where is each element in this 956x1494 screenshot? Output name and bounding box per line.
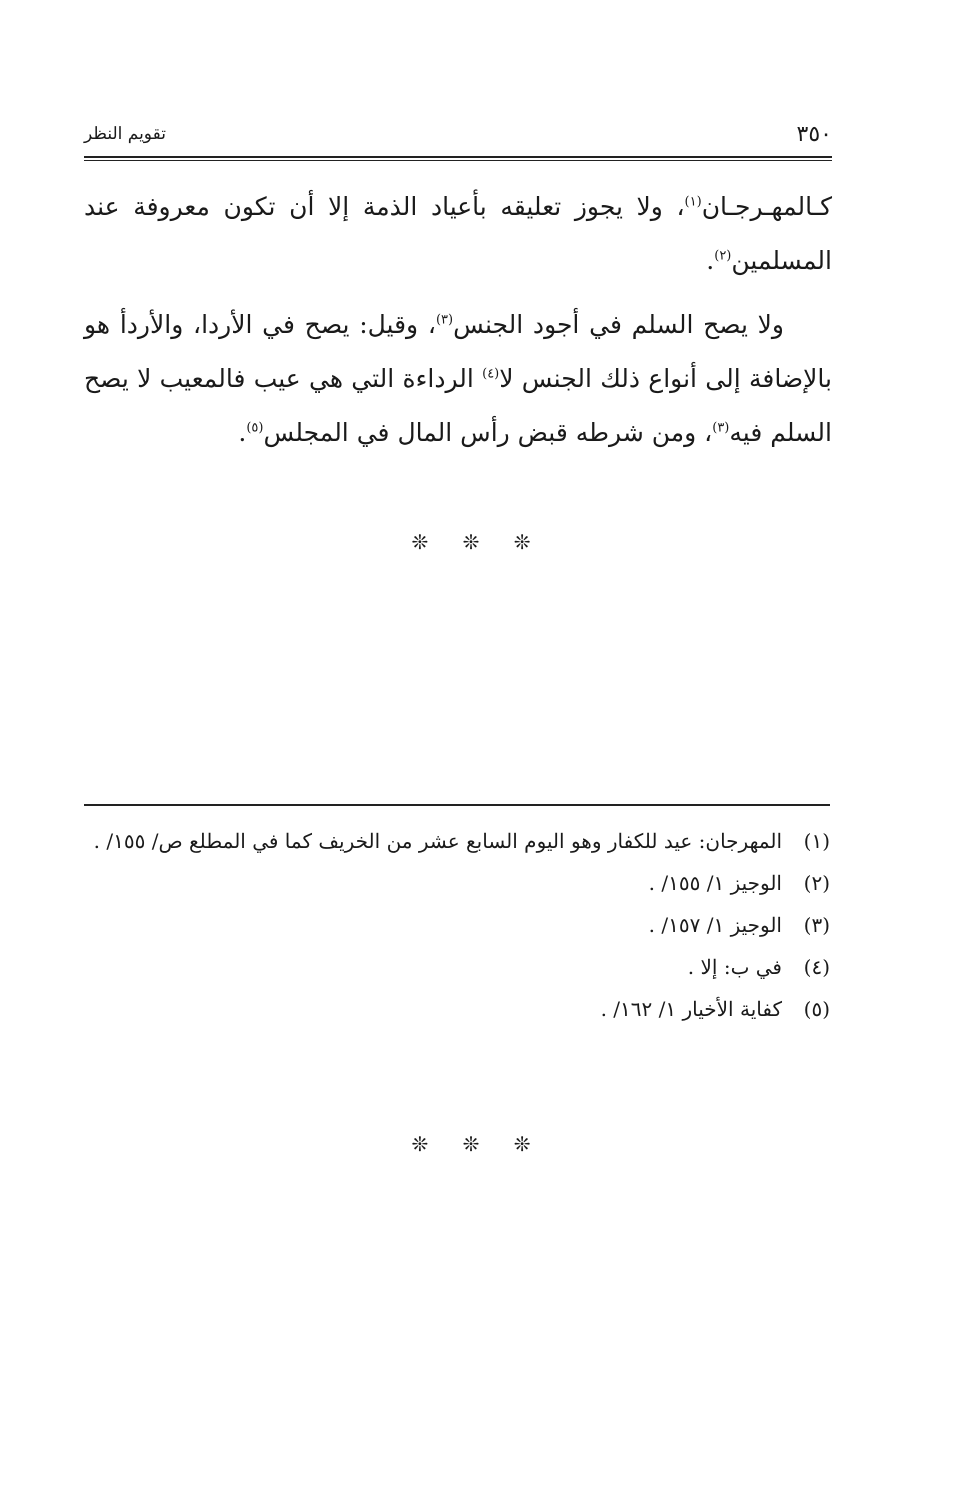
footnote-number: (٥) <box>803 997 830 1021</box>
footnote-text: المهرجان: عيد للكفار وهو اليوم السابع عشر من الخريف كما في المطلع ص/ ١٥٥/ . <box>93 829 782 853</box>
footnote-text: كفاية الأخيار ١/ ١٦٢/ . <box>600 997 782 1021</box>
paragraph-1-text-a: كـالمهـرجـان <box>701 192 832 221</box>
header-rule <box>84 156 832 158</box>
paragraph-1-text-b: ، ولا يجوز تعليقه بأعياد الذمة إلا أن تكون معروفة عند المسلمين <box>84 192 832 275</box>
paragraph-2 <box>84 298 832 460</box>
body-text <box>84 180 832 470</box>
footnote-number: (١) <box>803 829 830 853</box>
paragraph-2-text-a: ولا يصح السلم في أجود الجنس <box>453 310 784 339</box>
footnote-ref-3b: (٣) <box>712 420 730 436</box>
footnote-ref-3: (٣) <box>435 312 454 328</box>
footnote-text: في ب: إلا . <box>687 955 782 979</box>
section-ornament: ❊ ❊ ❊ <box>411 530 545 554</box>
footnote-1 <box>84 820 830 862</box>
footnote-ref-2: (٢) <box>714 248 732 264</box>
end-ornament: ❊ ❊ ❊ <box>411 1132 545 1156</box>
paragraph-2-text-e: . <box>238 418 247 447</box>
page-number: ٣٥٠ <box>796 122 832 147</box>
footnote-number: (٢) <box>803 871 830 895</box>
footnote-rule <box>84 804 830 806</box>
paragraph-2-text-c: الرداءة التي هي عيب فالمعيب لا يصح السلم فيه <box>84 364 832 447</box>
footnote-5 <box>84 988 830 1030</box>
paragraph-2-text-d: ، ومن شرطه قبض رأس المال في المجلس <box>263 418 713 447</box>
footnote-text: الوجيز ١/ ١٥٧/ . <box>648 913 782 937</box>
footnote-number: (٣) <box>803 913 830 937</box>
footnote-4 <box>84 946 830 988</box>
paragraph-1 <box>84 180 832 288</box>
running-header <box>84 118 832 154</box>
footnote-2 <box>84 862 830 904</box>
footnote-number: (٤) <box>803 955 830 979</box>
footnote-ref-1: (١) <box>684 194 702 210</box>
paragraph-2-text-b: ، وقيل: يصح في الأردا، والأردأ هو بالإضافة إلى أنواع ذلك الجنس لا <box>84 310 832 393</box>
footnote-ref-4: (٤) <box>482 366 500 382</box>
footnotes <box>84 820 830 1030</box>
footnote-ref-5: (٥) <box>246 420 264 436</box>
paragraph-1-text-c: . <box>706 246 715 275</box>
header-rule-thin <box>84 160 832 161</box>
running-title: تقويم النظر <box>84 124 166 144</box>
footnote-3 <box>84 904 830 946</box>
footnote-text: الوجيز ١/ ١٥٥/ . <box>648 871 782 895</box>
